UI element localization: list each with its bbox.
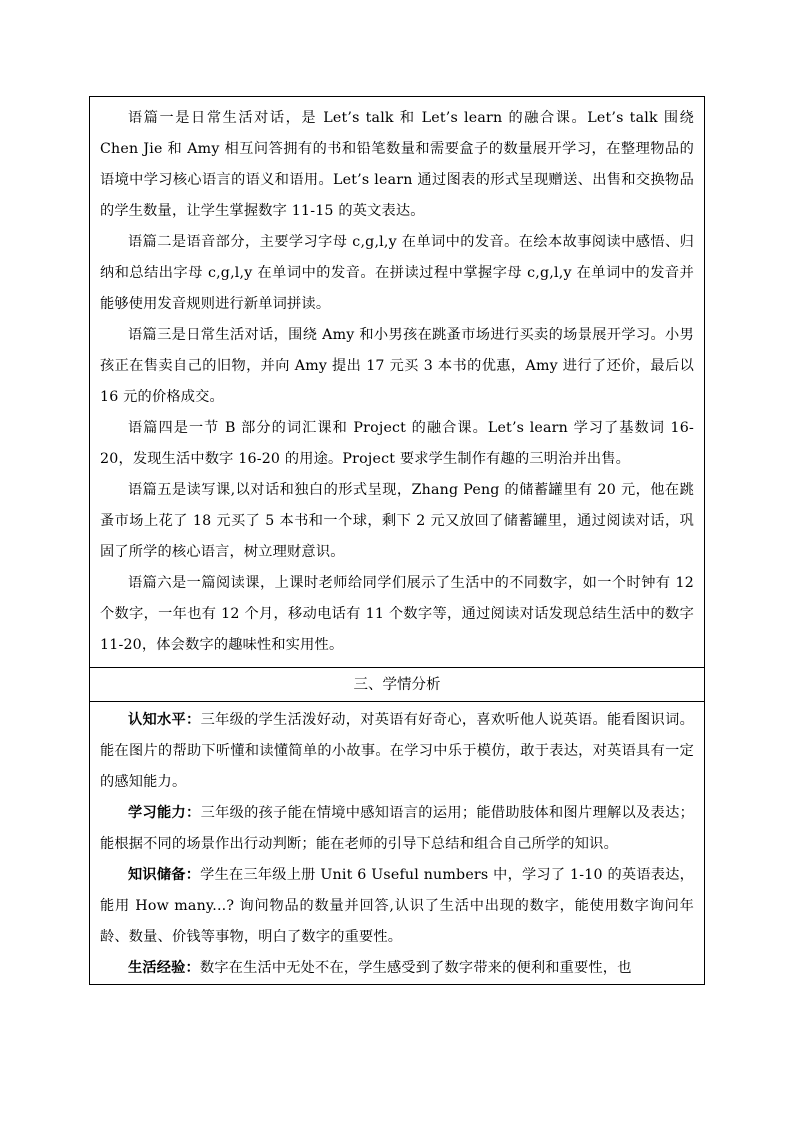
paragraph-text-1: 语篇一是日常生活对话，是 Let’s talk 和 Let’s learn 的融合课。Let’s talk 围绕 Chen Jie 和 Amy 相互问答拥有的书和铅笔数量和需要盒子的数量展开学习，在整理物品的语境中学习核心语言的语义和语用。Let’s learn 通过图表的形式呈现赠送、出售和交换物品的学生数量，让学生掌握数字 11-15 的英文表达。 xyxy=(100,110,694,219)
paragraph-text-2: 语篇二是语音部分，主要学习字母 c,g,l,y 在单词中的发音。在绘本故事阅读中感悟、归纳和总结出字母 c,g,l,y 在单词中的发音。在拼读过程中掌握字母 c,g,l,y 在单词中的发音并能够使用发音规则进行新单词拼读。 xyxy=(100,234,694,312)
text-analysis-cell xyxy=(90,97,704,667)
cognitive-level-paragraph xyxy=(100,705,694,798)
life-experience-paragraph xyxy=(100,953,694,984)
item-label: 认知水平： xyxy=(128,712,201,728)
item-text: 三年级的学生活泼好动，对英语有好奇心，喜欢听他人说英语。能看图识词。能在图片的帮助下听懂和读懂简单的小故事。在学习中乐于模仿，敢于表达，对英语具有一定的感知能力。 xyxy=(100,712,694,790)
paragraph-text-6: 语篇六是一篇阅读课，上课时老师给同学们展示了生活中的不同数字，如一个时钟有 12 个数字，一年也有 12 个月，移动电话有 11 个数字等，通过阅读对话发现总结生活中的数字 11-20，体会数字的趣味性和实用性。 xyxy=(100,575,694,653)
section-heading: 三、学情分析 xyxy=(90,668,704,702)
item-text: 学生在三年级上册 Unit 6 Useful numbers 中，学习了 1-10 的英语表达，能用 How many...? 询问物品的数量并回答,认识了生活中出现的数字，能使用数字询问年龄、数量、价钱等事物，明白了数字的重要性。 xyxy=(100,867,694,945)
item-text: 数字在生活中无处不在，学生感受到了数字带来的便利和重要性，也 xyxy=(199,960,632,976)
item-label: 知识储备： xyxy=(128,867,201,883)
lesson-plan-table xyxy=(89,96,705,985)
item-label: 生活经验： xyxy=(128,960,200,976)
learner-analysis-section xyxy=(90,668,704,984)
knowledge-reserve-paragraph xyxy=(100,860,694,953)
paragraph-text-3: 语篇三是日常生活对话，围绕 Amy 和小男孩在跳蚤市场进行买卖的场景展开学习。小男孩正在售卖自己的旧物，并向 Amy 提出 17 元买 3 本书的优惠，Amy 进行了还价，最后以 16 元的价格成交。 xyxy=(100,327,694,405)
paragraph-text-4: 语篇四是一节 B 部分的词汇课和 Project 的融合课。Let’s learn 学习了基数词 16-20，发现生活中数字 16-20 的用途。Project 要求学生制作有趣的三明治并出售。 xyxy=(100,420,694,467)
text-analysis-section xyxy=(90,97,704,668)
paragraph-text-5: 语篇五是读写课,以对话和独白的形式呈现，Zhang Peng 的储蓄罐里有 20 元，他在跳蚤市场上花了 18 元买了 5 本书和一个球，剩下 2 元又放回了储蓄罐里，通过阅读对话，巩固了所学的核心语言，树立理财意识。 xyxy=(100,482,694,560)
item-label: 学习能力： xyxy=(128,805,201,821)
item-text: 三年级的孩子能在情境中感知语言的运用；能借助肢体和图片理解以及表达；能根据不同的场景作出行动判断；能在老师的引导下总结和组合自己所学的知识。 xyxy=(100,805,694,852)
learning-ability-paragraph xyxy=(100,798,694,860)
learner-analysis-cell xyxy=(90,702,704,984)
